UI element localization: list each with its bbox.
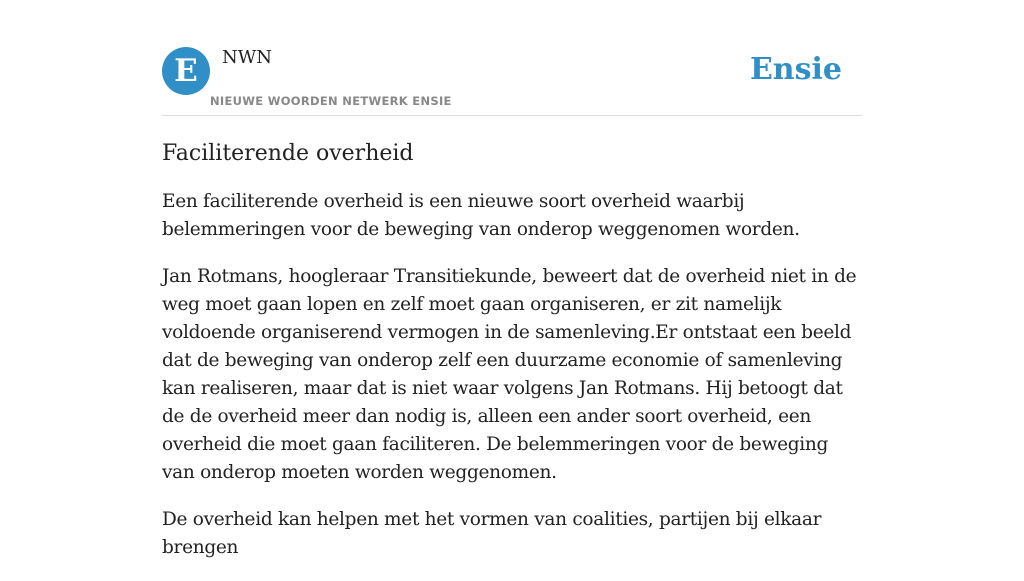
site-name-link[interactable]: NWN	[222, 47, 273, 68]
article-paragraph: Jan Rotmans, hoogleraar Transitiekunde, beweert dat de overheid niet in de weg moet gaan lopen en zelf moet gaan organiseren, er zit namelijk voldoende organiserend vermogen in de samenleving.Er ontstaat een beeld dat de beweging van onderop zelf een duurzame economie of samenleving kan realiseren, maar dat is niet waar volgens Jan Rotmans. Hij betoogt dat de de overheid meer dan nodig is, alleen een ander soort overheid, een overheid die moet gaan faciliteren. De belemmeringen voor de beweging van onderop moeten worden weggenomen.	[162, 266, 857, 483]
article-paragraph: Een faciliterende overheid is een nieuwe soort overheid waarbij belemmeringen voor de beweging van onderop weggenomen worden.	[162, 191, 800, 240]
article-title: Faciliterende overheid	[162, 141, 414, 166]
article-paragraph: De overheid kan helpen met het vormen van coalities, partijen bij elkaar brengen	[162, 509, 822, 558]
site-subtitle: NIEUWE WOORDEN NETWERK ENSIE	[210, 94, 452, 108]
logo-badge[interactable]: E	[162, 47, 210, 95]
site-header	[162, 47, 862, 116]
ensie-brand-logo[interactable]: Ensie	[749, 52, 842, 87]
article	[162, 138, 862, 581]
